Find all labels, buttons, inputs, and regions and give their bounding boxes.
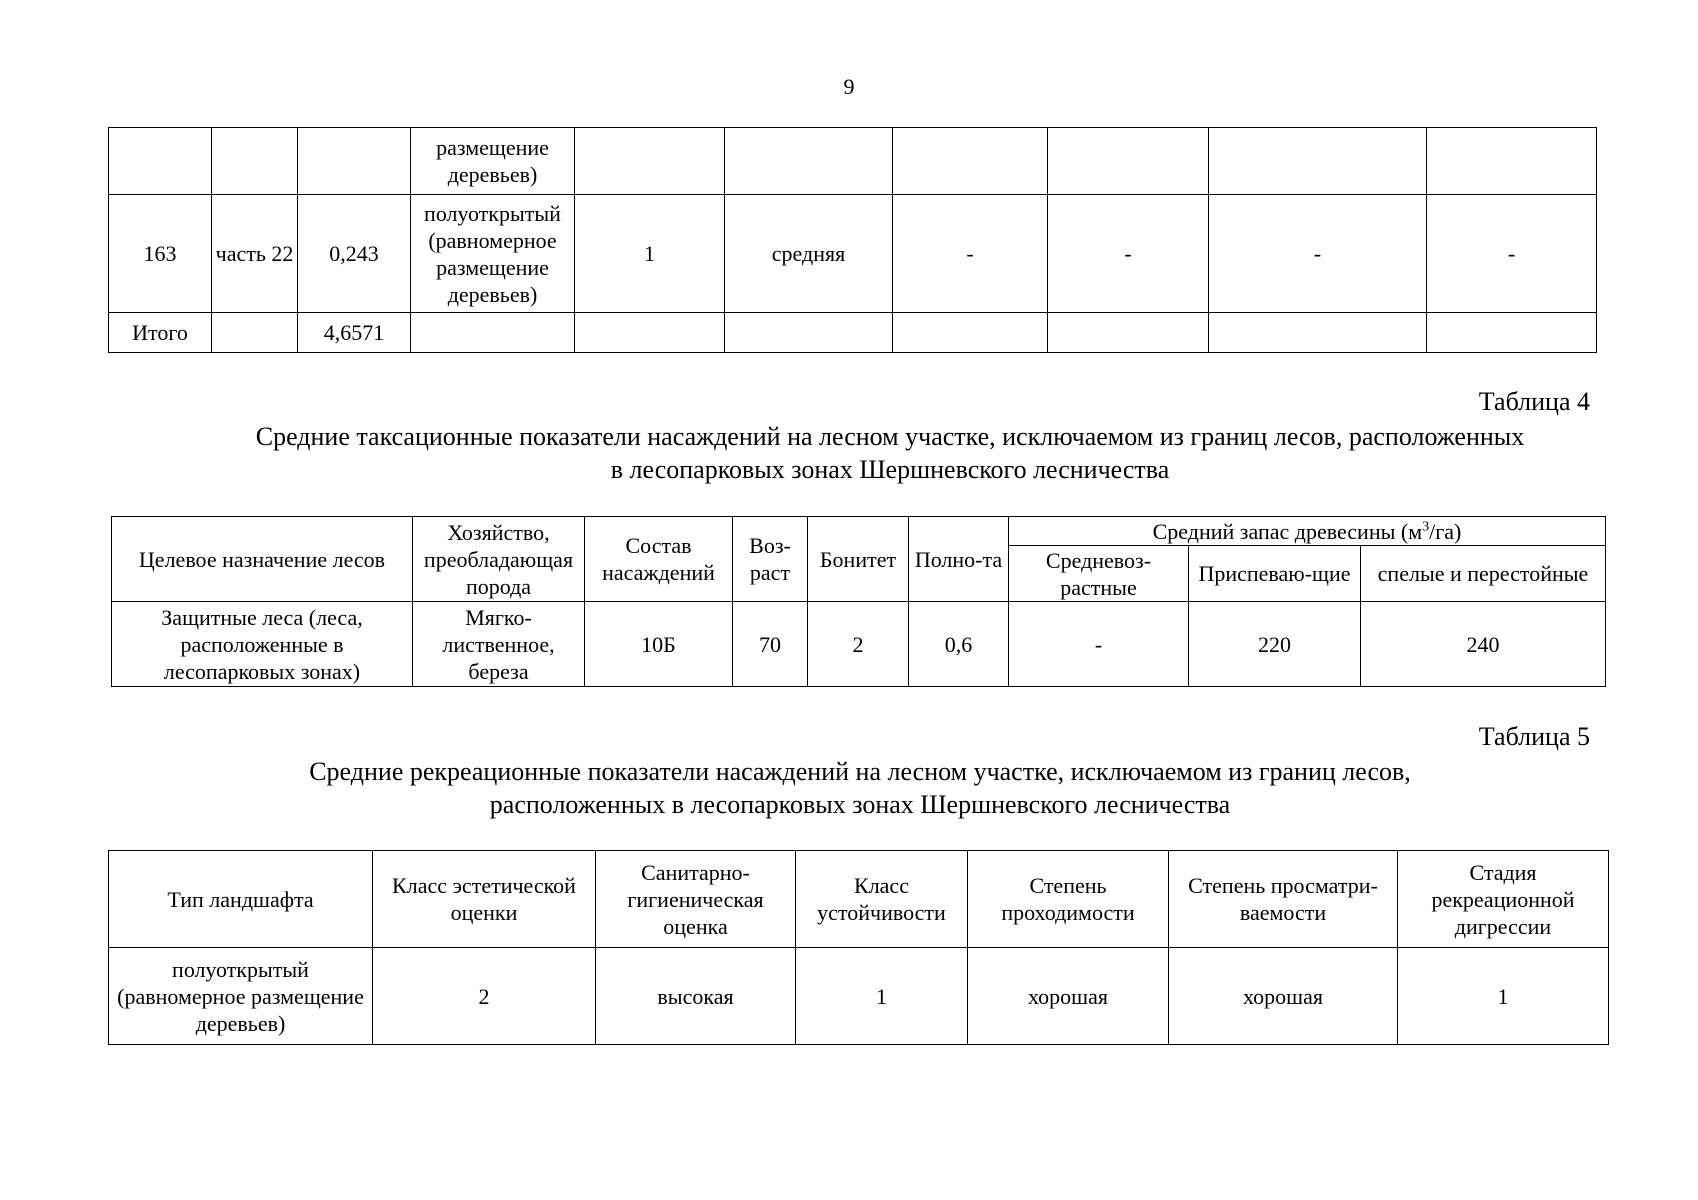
header-stock-unit: /га) — [1429, 518, 1462, 544]
cell-bonitet: 2 — [808, 602, 909, 687]
table-cell — [1048, 313, 1209, 353]
header-stability: Класс устойчивости — [796, 851, 968, 948]
header-age: Воз-раст — [733, 517, 808, 602]
header-stock-group — [1009, 517, 1606, 546]
header-landscape: Тип ландшафта — [109, 851, 373, 948]
table-cell — [725, 313, 893, 353]
table-row — [109, 948, 1609, 1045]
table5-title — [250, 755, 1470, 821]
header-bonitet: Бонитет — [808, 517, 909, 602]
table4 — [111, 516, 1606, 687]
cell-economy: Мягко-лиственное, береза — [413, 602, 585, 687]
header-stock-mature: спелые и перестойные — [1361, 546, 1606, 602]
table-cell: 1 — [575, 195, 725, 313]
table-cell — [411, 313, 575, 353]
cell-landscape: полуоткрытый (равномерное размещение деревьев) — [109, 948, 373, 1045]
header-purpose: Целевое назначение лесов — [112, 517, 413, 602]
header-visibility: Степень просматри-ваемости — [1169, 851, 1398, 948]
cell-density: 0,6 — [909, 602, 1009, 687]
cell-stability: 1 — [796, 948, 968, 1045]
table-cell — [212, 128, 298, 195]
table4-label: Таблица 4 — [1478, 387, 1590, 416]
header-aesthetic: Класс эстетической оценки — [373, 851, 596, 948]
table-cell — [212, 313, 298, 353]
table-cell — [893, 128, 1048, 195]
cell-sanitary: высокая — [596, 948, 796, 1045]
table-cell — [893, 313, 1048, 353]
table-header-row — [109, 851, 1609, 948]
table-cell — [298, 128, 411, 195]
table4-title-line2: в лесопарковых зонах Шершневского лесничества — [610, 455, 1170, 484]
cell-purpose: Защитные леса (леса, расположенные в лесопарковых зонах) — [112, 602, 413, 687]
table-cell — [1048, 128, 1209, 195]
table-cell — [109, 128, 212, 195]
header-stock-middle: Средневоз-растные — [1009, 546, 1189, 602]
table-cell: - — [1209, 195, 1427, 313]
table-cell: полуоткрытый (равномерное размещение деревьев) — [411, 195, 575, 313]
cell-age: 70 — [733, 602, 808, 687]
header-stock-ripening: Приспеваю-щие — [1189, 546, 1361, 602]
table-cell — [1209, 313, 1427, 353]
cell-passability: хорошая — [968, 948, 1169, 1045]
table5-title-line2: расположенных в лесопарковых зонах Шершневского лесничества — [489, 790, 1231, 819]
table-cell: - — [1048, 195, 1209, 313]
table5-label: Таблица 5 — [1478, 722, 1590, 751]
cell-digression: 1 — [1398, 948, 1609, 1045]
table-cell: средняя — [725, 195, 893, 313]
table-cell — [575, 313, 725, 353]
header-density: Полно-та — [909, 517, 1009, 602]
cell-composition: 10Б — [585, 602, 733, 687]
cell-stock-mature: 240 — [1361, 602, 1606, 687]
table-cell: 163 — [109, 195, 212, 313]
table4-title — [190, 420, 1590, 486]
header-stock-sup: 3 — [1422, 519, 1430, 535]
table-cell — [575, 128, 725, 195]
table-cell: Итого — [109, 313, 212, 353]
table-cell: 4,6571 — [298, 313, 411, 353]
table-row — [109, 195, 1597, 313]
table5-title-line1: Средние рекреационные показатели насаждений на лесном участке, исключаемом из границ лесов, — [309, 757, 1411, 786]
header-digression: Стадия рекреационной дигрессии — [1398, 851, 1609, 948]
table-row — [109, 128, 1597, 195]
cell-stock-ripening: 220 — [1189, 602, 1361, 687]
table-cell: - — [893, 195, 1048, 313]
cell-aesthetic: 2 — [373, 948, 596, 1045]
table-cell: размещение деревьев) — [411, 128, 575, 195]
table5 — [108, 850, 1609, 1045]
table-cell — [725, 128, 893, 195]
page-number: 9 — [843, 74, 855, 99]
table-cell: 0,243 — [298, 195, 411, 313]
table4-title-line1: Средние таксационные показатели насаждений на лесном участке, исключаемом из границ лесов, расположенных — [255, 422, 1525, 451]
table-cell: часть 22 — [212, 195, 298, 313]
cell-stock-middle: - — [1009, 602, 1189, 687]
header-composition: Состав насаждений — [585, 517, 733, 602]
table-cell — [1427, 128, 1597, 195]
continued-table — [108, 127, 1597, 353]
header-sanitary: Санитарно-гигиеническая оценка — [596, 851, 796, 948]
table-row-total — [109, 313, 1597, 353]
header-passability: Степень проходимости — [968, 851, 1169, 948]
header-stock-text: Средний запас древесины (м — [1152, 518, 1423, 544]
cell-visibility: хорошая — [1169, 948, 1398, 1045]
table-row — [112, 602, 1606, 687]
header-economy: Хозяйство, преобладающая порода — [413, 517, 585, 602]
table-header-row — [112, 517, 1606, 546]
table-cell — [1209, 128, 1427, 195]
table-cell — [1427, 313, 1597, 353]
table-cell: - — [1427, 195, 1597, 313]
